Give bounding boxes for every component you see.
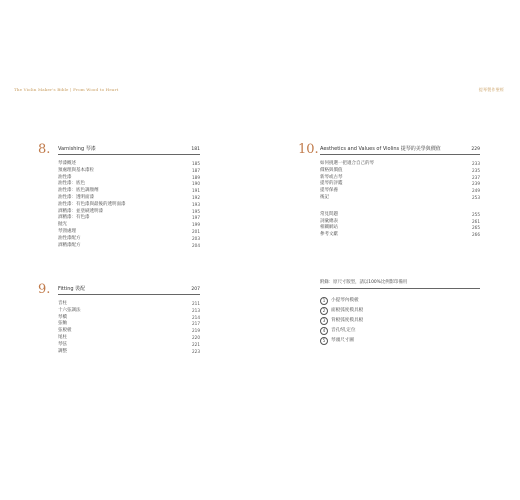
toc-entry[interactable]: 酒精漆配方 204	[58, 242, 200, 248]
toc-entry[interactable]: 弦板板 219	[58, 328, 200, 334]
toc-entry[interactable]: 尾柱 220	[58, 334, 200, 340]
section-number: 9.	[38, 282, 51, 297]
toc-entry[interactable]: 參考文獻 266	[320, 232, 480, 238]
toc-entry[interactable]: 油性漆：底色調顏劑 191	[58, 188, 200, 194]
entry-list	[58, 161, 200, 249]
toc-entry[interactable]: 後記 253	[320, 194, 480, 200]
appendix-item[interactable]: 1 小提琴內模板	[320, 296, 480, 306]
toc-entry[interactable]: 琴漆概述 185	[58, 161, 200, 166]
appendix-list	[320, 296, 480, 346]
section-heading	[58, 283, 200, 295]
entry-list	[58, 301, 200, 355]
section-page: 181	[191, 147, 200, 152]
toc-entry[interactable]: 油性漆 189	[58, 174, 200, 180]
circled-number: 2	[320, 307, 328, 315]
section-title: Aesthetics and Values of Violins 提琴的美學與價值	[320, 146, 441, 152]
running-header-left: The Violin Maker's Bible | From Wood to Heart	[14, 87, 119, 92]
toc-entry[interactable]: 油性漆：有色漆與最後的透明面漆 193	[58, 201, 200, 207]
appendix-item[interactable]: 2 面板弧度模具板	[320, 306, 480, 316]
section-title: Fitting 裝配	[58, 286, 86, 292]
toc-entry[interactable]: 相關網站 265	[320, 225, 480, 231]
toc-entry[interactable]: 新琴或古琴 237	[320, 174, 480, 180]
toc-entry[interactable]: 提琴的評鑑 239	[320, 181, 480, 187]
section-number: 10.	[298, 142, 319, 157]
toc-entry[interactable]: 油性漆配方 203	[58, 235, 200, 241]
toc-entry[interactable]: 預處理與基本漆粒 187	[58, 167, 200, 173]
toc-entry[interactable]: 弦軸 217	[58, 321, 200, 327]
toc-entry[interactable]: 酒精漆：有色漆 197	[58, 215, 200, 221]
toc-entry[interactable]: 如何挑選一把適合自己的琴 233	[320, 161, 480, 166]
toc-entry[interactable]: 詞彙總表 261	[320, 218, 480, 224]
section-page: 229	[471, 147, 480, 152]
toc-entry[interactable]: 十六弦調法 213	[58, 307, 200, 313]
running-header-right: 提琴製作聖經	[478, 87, 504, 92]
section-title: Varnishing 琴漆	[58, 146, 96, 152]
appendix-item[interactable]: 4 音孔f孔定位	[320, 326, 480, 336]
section-number: 8.	[38, 142, 51, 157]
circled-number: 5	[320, 337, 328, 345]
toc-entry[interactable]: 價格與價值 235	[320, 167, 480, 173]
toc-entry[interactable]: 琴頸處理 201	[58, 228, 200, 234]
toc-entry[interactable]: 常見問題 255	[320, 211, 480, 217]
appendix-title: 附錄：原尺寸版型，請以100%比例影印備用	[320, 279, 480, 289]
entry-list	[320, 161, 480, 239]
appendix-item[interactable]: 3 背板弧度模具板	[320, 316, 480, 326]
section-heading	[320, 143, 480, 155]
appendix-item[interactable]: 5 琴頭尺寸圖	[320, 336, 480, 346]
section-page: 207	[191, 287, 200, 292]
toc-entry[interactable]: 油性漆：底色 190	[58, 181, 200, 187]
toc-entry[interactable]: 提琴保養 249	[320, 188, 480, 194]
toc-entry[interactable]: 調整 223	[58, 348, 200, 354]
circled-number: 3	[320, 317, 328, 325]
toc-entry[interactable]: 酒精漆：並塗刷透明漆 195	[58, 208, 200, 214]
toc-entry[interactable]: 抛光 199	[58, 222, 200, 228]
circled-number: 1	[320, 297, 328, 305]
toc-entry[interactable]: 琴橋 214	[58, 314, 200, 320]
toc-entry[interactable]: 油性漆：透明面漆 192	[58, 194, 200, 200]
appendix-block	[320, 279, 480, 346]
section-heading	[58, 143, 200, 155]
toc-entry[interactable]: 音柱 211	[58, 301, 200, 306]
toc-entry[interactable]: 琴弦 221	[58, 341, 200, 347]
circled-number: 4	[320, 327, 328, 335]
